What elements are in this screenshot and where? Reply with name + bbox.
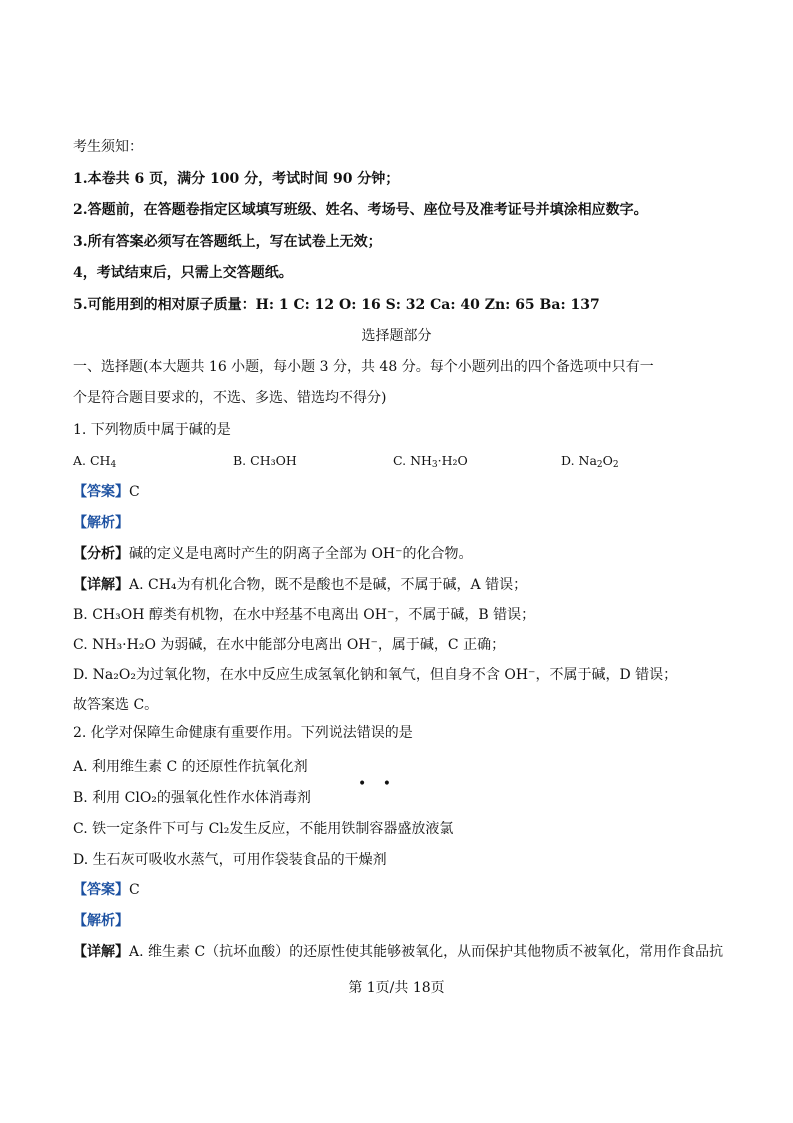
q1-fenxi: 【分析】碱的定义是电离时产生的阴离子全部为 OH⁻的化合物。 [73, 546, 473, 562]
q1-analysis-heading: 【解析】 [73, 515, 129, 531]
q1-option-b: B. CH₃OH [233, 453, 297, 468]
q1-answer: 【答案】C [73, 484, 140, 500]
notice-item-3: 3.所有答案必须写在答题纸上，写在试卷上无效； [73, 234, 382, 250]
q1-option-a: A. $CH_4$ [73, 453, 117, 470]
notice-item-1: 1.本卷共 6 页，满分 100 分，考试时间 90 分钟； [73, 171, 400, 187]
q1-conclusion: 故答案选 C。 [73, 697, 159, 713]
question-2-stem: 2. 化学对保障生命健康有重要作用。下列说法错误的是 [73, 725, 413, 741]
q1-detail-d: D. Na₂O₂为过氧化物，在水中反应生成氢氧化钠和氧气，但自身不含 OH⁻，不属于碱，D 错误； [73, 667, 678, 683]
emphasis-dots: • • [358, 776, 397, 792]
q2-option-d: D. 生石灰可吸收水蒸气，可用作袋装食品的干燥剂 [73, 852, 387, 868]
notice-heading: 考生须知： [73, 139, 143, 155]
q2-option-a: A. 利用维生素 C 的还原性作抗氧化剂 [73, 759, 308, 775]
q1-detail-c: C. NH₃·H₂O 为弱碱，在水中能部分电离出 OH⁻，属于碱，C 正确； [73, 637, 506, 653]
notice-item-2: 2.答题前，在答题卷指定区域填写班级、姓名、考场号、座位号及准考证号并填涂相应数字。 [73, 202, 648, 218]
q1-option-d: D. $Na_2O_2$ [561, 453, 619, 470]
q2-option-b: B. 利用 ClO₂的强氧化性作水体消毒剂 [73, 790, 311, 806]
section-intro-line-1: 一、选择题(本大题共 16 小题，每小题 3 分，共 48 分。每个小题列出的四个备选项中只有一 [73, 359, 654, 375]
q2-option-c: C. 铁一定条件下可与 Cl₂发生反应，不能用铁制容器盛放液氯 [73, 821, 454, 837]
q2-answer: 【答案】C [73, 882, 140, 898]
q2-analysis-heading: 【解析】 [73, 913, 129, 929]
q1-option-c: C. $NH_3\cdot H_2O$ [393, 453, 468, 470]
section-title: 选择题部分 [361, 328, 432, 344]
q1-detail-a: 【详解】A. CH₄为有机化合物，既不是酸也不是碱，不属于碱，A 错误； [73, 577, 528, 593]
question-1-stem: 1. 下列物质中属于碱的是 [73, 422, 231, 438]
page-footer: 第 1页/共 18页 [348, 980, 445, 996]
section-intro-line-2: 个是符合题目要求的，不选、多选、错选均不得分) [73, 390, 387, 406]
q1-detail-b: B. CH₃OH 醇类有机物，在水中羟基不电离出 OH⁻，不属于碱，B 错误； [73, 607, 536, 623]
q2-detail-a: 【详解】A. 维生素 C（抗坏血酸）的还原性使其能够被氧化，从而保护其他物质不被氧化，常用作食品抗 [73, 944, 724, 960]
notice-item-4: 4，考试结束后，只需上交答题纸。 [73, 265, 293, 281]
notice-item-5: 5.可能用到的相对原子质量：H: 1 C: 12 O: 16 S: 32 Ca: 40 Zn: 65 Ba: 137 [73, 297, 600, 313]
